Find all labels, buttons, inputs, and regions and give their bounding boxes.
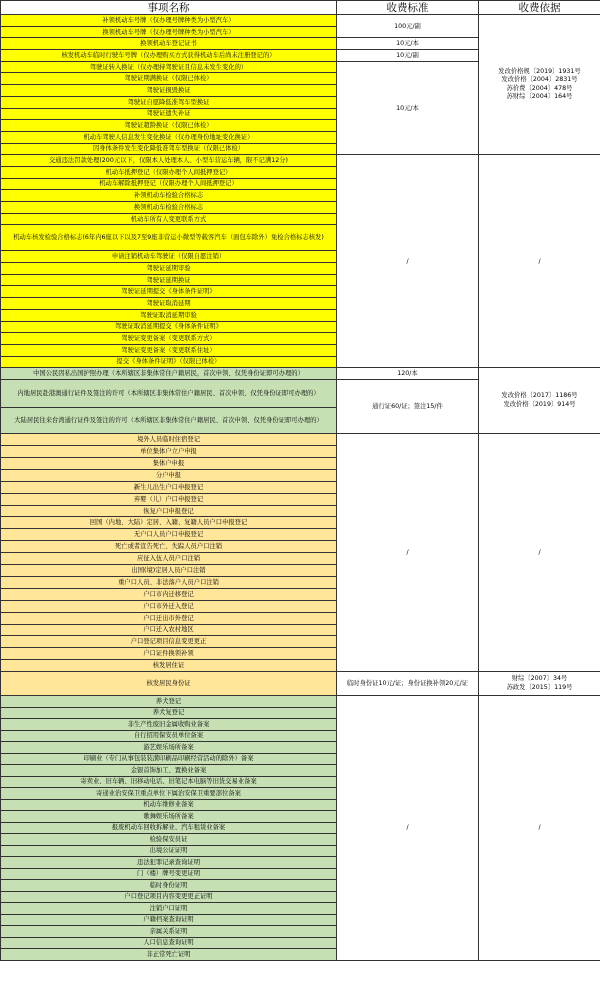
basis-cell: [479, 368, 600, 434]
item-name-cell: 换领机动车号牌（仅办理号牌种类为小型汽车）: [1, 26, 337, 38]
item-name-cell: 户口市外迁入登记: [1, 600, 337, 612]
header-fee-basis: 收费依据: [479, 1, 600, 15]
table-row: [1, 155, 600, 167]
item-name-cell: 内地居民赴港澳通行证件及签注的许可（本所辖区非集体常住户籍居民、首次申领、仅凭身份证即可办理的）: [1, 380, 337, 408]
item-name-cell: 检验保安员证: [1, 834, 337, 846]
header-fee-standard: 收费标准: [337, 1, 479, 15]
item-name-cell: 境外人员临时住宿登记: [1, 434, 337, 446]
item-name-cell: 提交《身体条件证明》（仅限已体检）: [1, 356, 337, 368]
item-name-cell: 非正常死亡证明: [1, 949, 337, 961]
fee-cell: 100元/副: [337, 15, 479, 38]
item-name-cell: 出境公证证明: [1, 845, 337, 857]
table-body: [1, 15, 600, 961]
item-name-cell: 单位集体户立户申报: [1, 446, 337, 458]
fee-cell: 10元/副: [337, 50, 479, 62]
item-name-cell: 寄递业治安保卫重点单位下属治安保卫重要部位备案: [1, 788, 337, 800]
item-name-cell: 无户口人员户口申报登记: [1, 529, 337, 541]
item-name-cell: 驾驶证取消延期审验: [1, 309, 337, 321]
item-name-cell: 游艺娱乐场所备案: [1, 742, 337, 754]
item-name-cell: 歌舞娱乐场所备案: [1, 811, 337, 823]
item-name-cell: 寄卖业、旧车辆、旧移动电话、旧笔记本电脑等旧货交易业备案: [1, 776, 337, 788]
item-name-cell: 换领机动车登记证书: [1, 38, 337, 50]
item-name-cell: 补领机动车检验合格标志: [1, 190, 337, 202]
item-name-cell: 补领机动车号牌（仅办理号牌种类为小型汽车）: [1, 15, 337, 27]
item-name-cell: 户口证件换领补领: [1, 648, 337, 660]
item-name-cell: 户籍档案查询证明: [1, 914, 337, 926]
basis-line: 发改价格〔2004〕2831号: [501, 76, 578, 84]
item-name-cell: 驾驶证延期换证: [1, 274, 337, 286]
basis-line: 发改价格〔2019〕914号: [503, 400, 576, 408]
item-name-cell: 驾驶证取消延期: [1, 298, 337, 310]
item-name-cell: 回国（内地、大陆）定居、入籍、复籍人员户口申报登记: [1, 517, 337, 529]
item-name-cell: 恢复户口申报登记: [1, 505, 337, 517]
fee-cell: 通行证60/证；签注15/件: [337, 380, 479, 434]
basis-cell: [479, 672, 600, 696]
table-row: [1, 15, 600, 27]
table-row: [1, 696, 600, 708]
basis-cell: [479, 15, 600, 155]
header-row: [1, 1, 600, 15]
item-name-cell: 户口登记项目内容变更更正证明: [1, 891, 337, 903]
item-name-cell: 机动车抵押登记（仅限办理个人间抵押登记）: [1, 166, 337, 178]
item-name-cell: 门（楼）牌号变更证明: [1, 868, 337, 880]
fee-cell: 10元/本: [337, 38, 479, 50]
item-name-cell: 驾驶证超龄换证（仅限已体检）: [1, 120, 337, 132]
item-name-cell: 机动车核发检验合格标志(6年内6座以下以及7至9座非营运小微型等载客汽车（面包车除外）免检合格标志核发): [1, 225, 337, 251]
header-item-name: 事项名称: [1, 1, 337, 15]
item-name-cell: 户口迁入农村地区: [1, 624, 337, 636]
item-name-cell: 养犬复登记: [1, 707, 337, 719]
item-name-cell: 申请注销机动车驾驶证（仅限自愿注销）: [1, 251, 337, 263]
item-name-cell: 驾驶证自愿降低准驾车型换证: [1, 96, 337, 108]
table-row: [1, 672, 600, 696]
item-name-cell: 驾驶证期满换证（仅限已体检）: [1, 73, 337, 85]
basis-line: 苏政发〔2015〕119号: [506, 683, 573, 691]
item-name-cell: 分户申报: [1, 469, 337, 481]
item-name-cell: 中国公民因私出国护照办理（本所辖区非集体常住户籍居民，首次申领、仅凭身份证即可办理的）: [1, 368, 337, 380]
item-name-cell: 弃婴（儿）户口申报登记: [1, 493, 337, 505]
basis-cell: /: [479, 434, 600, 672]
item-name-cell: 因身体条件发生变化降低准驾车型换证（仅限已体检）: [1, 143, 337, 155]
item-name-cell: 户口登记项目信息变更更正: [1, 636, 337, 648]
item-name-cell: 人口信息查询证明: [1, 937, 337, 949]
item-name-cell: 出国(境)定居人员户口注销: [1, 565, 337, 577]
basis-cell: /: [479, 696, 600, 961]
item-name-cell: 驾驶证变更备案（变更联系方式）: [1, 333, 337, 345]
item-name-cell: 应征入伍人员户口注销: [1, 553, 337, 565]
basis-line: 发改价格规〔2019〕1931号: [498, 67, 581, 75]
table-row: [1, 434, 600, 446]
item-name-cell: 户口市内迁移登记: [1, 588, 337, 600]
item-name-cell: 印刷业（专门从事包装装潢印刷品印刷经营活动的除外）备案: [1, 753, 337, 765]
fee-cell: 10元/本: [337, 61, 479, 155]
basis-line: 苏价费〔2004〕478号: [506, 84, 573, 92]
item-name-cell: 驾驶证延期提交《身体条件证明》: [1, 286, 337, 298]
item-name-cell: 集体户申报: [1, 458, 337, 470]
basis-line: 财综〔2007〕34号: [511, 675, 568, 683]
fee-cell: 临时身份证10元/证；身份证换补领20元/证: [337, 672, 479, 696]
item-name-cell: 临时身份证明: [1, 880, 337, 892]
item-name-cell: 驾驶证变更备案（变更联系住址）: [1, 344, 337, 356]
item-name-cell: 驾驶证取消延期提交《身体条件证明》: [1, 321, 337, 333]
item-name-cell: 死亡或者宣告死亡、失踪人员户口注销: [1, 541, 337, 553]
item-name-cell: 养犬登记: [1, 696, 337, 708]
item-name-cell: 注销户口证明: [1, 903, 337, 915]
fee-cell: 120/本: [337, 368, 479, 380]
item-name-cell: 非生产性废旧金属收购业备案: [1, 719, 337, 731]
item-name-cell: 核发居住证: [1, 660, 337, 672]
item-name-cell: 自行招用保安员单位备案: [1, 730, 337, 742]
table-row: [1, 368, 600, 380]
item-name-cell: 机动车维修业备案: [1, 799, 337, 811]
item-name-cell: 驾驶证转入换证（仅办理持驾驶证且信息未发生变化的）: [1, 61, 337, 73]
fee-cell: /: [337, 696, 479, 961]
item-name-cell: 机动车所有人变更联系方式: [1, 213, 337, 225]
item-name-cell: 重户口人员、非法落户人员户口注销: [1, 576, 337, 588]
item-name-cell: 大陆居民往来台湾通行证件及签注的许可（本所辖区非集体常住户籍居民、首次申领、仅凭身份证即可办理的）: [1, 408, 337, 434]
fee-cell: /: [337, 155, 479, 368]
item-name-cell: 驾驶证损毁换证: [1, 85, 337, 97]
item-name-cell: 机动车驾驶人信息发生变化换证（仅办理身份地址变化换证）: [1, 131, 337, 143]
item-name-cell: 违法犯罪记录查询证明: [1, 857, 337, 869]
item-name-cell: 亲属关系证明: [1, 926, 337, 938]
item-name-cell: 户口迁出市外登记: [1, 612, 337, 624]
item-name-cell: 报废机动车回收拆解业、汽车租赁业备案: [1, 822, 337, 834]
item-name-cell: 交通违法罚款处理(200元以下，仅限本人处理本人、小型车营运车辆，限不记满12分): [1, 155, 337, 167]
item-name-cell: 驾驶证延期审验: [1, 263, 337, 275]
item-name-cell: 驾驶证遗失补证: [1, 108, 337, 120]
basis-cell: /: [479, 155, 600, 368]
item-name-cell: 核发机动车临时行驶车号牌（仅办理购买方式获得机动车后尚未注册登记的）: [1, 50, 337, 62]
item-name-cell: 核发居民身份证: [1, 672, 337, 696]
basis-line: 苏财综〔2004〕164号: [506, 93, 573, 101]
item-name-cell: 换领机动车检验合格标志: [1, 202, 337, 214]
item-name-cell: 新生儿出生户口申报登记: [1, 481, 337, 493]
item-name-cell: 机动车解除抵押登记（仅限办理个人间抵押登记）: [1, 178, 337, 190]
basis-line: 发改价格〔2017〕1186号: [501, 392, 578, 400]
item-name-cell: 金银首饰加工、置换业备案: [1, 765, 337, 777]
fee-cell: /: [337, 434, 479, 672]
